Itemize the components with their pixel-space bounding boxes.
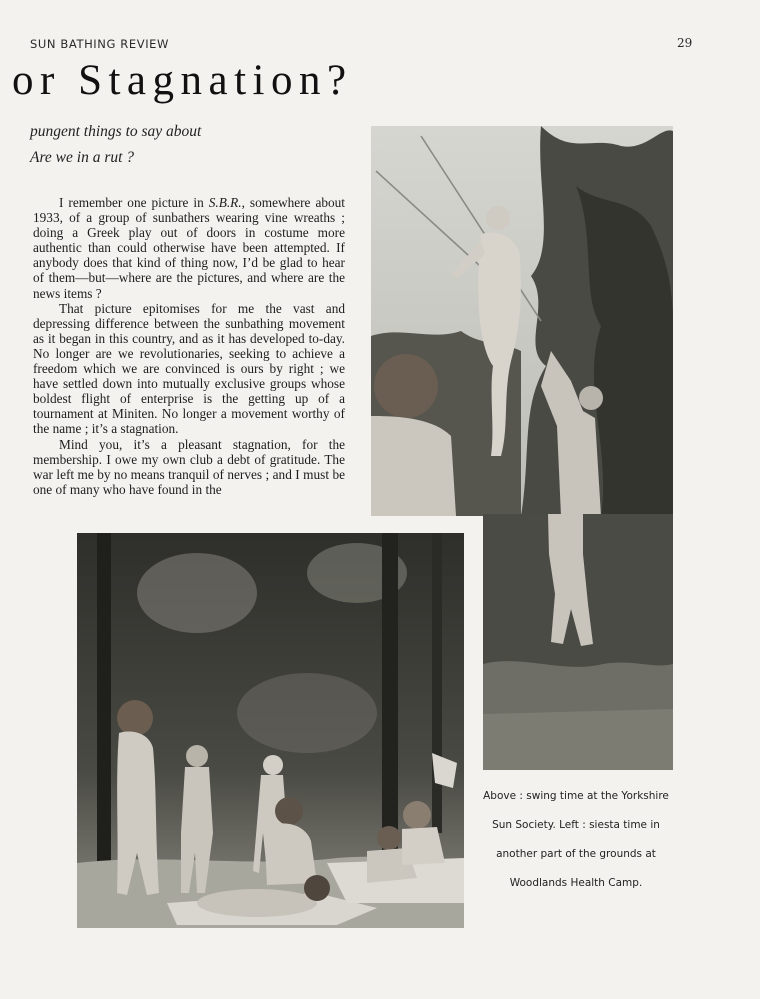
swing-photo (371, 126, 673, 516)
siesta-photo (77, 533, 464, 928)
magazine-title: SUN BATHING REVIEW (30, 37, 170, 51)
photo-caption-line-1: Above : swing time at the Yorkshire (483, 790, 669, 802)
article-subhead-1: pungent things to say about (30, 123, 202, 140)
paragraph-1-text-b: , somewhere about 1933, of a group of sunbathers wearing vine wreaths ; doing a Greek play out of doors in costume more authentic than could otherwise have been attempted. If anybody does that kind of thing now, I’d be glad to hear of them—but—where are the pictures, and where are the news items ? (33, 195, 345, 301)
swing-photo-lower-image (483, 514, 673, 770)
siesta-photo-image (77, 533, 464, 928)
swing-photo-image (371, 126, 673, 516)
article-headline: or Stagnation? (12, 57, 353, 104)
article-body (33, 195, 345, 497)
article-subhead-2: Are we in a rut ? (30, 149, 135, 166)
paragraph-1-text-a: I remember one picture in (59, 195, 209, 210)
photo-caption-line-4: Woodlands Health Camp. (509, 877, 643, 889)
paragraph-1 (33, 195, 345, 301)
photo-caption-line-3: another part of the grounds at (496, 848, 656, 860)
magazine-abbreviation: S.B.R. (208, 195, 242, 210)
photo-caption-line-2: Sun Society. Left : siesta time in (492, 819, 660, 831)
page-number: 29 (677, 36, 693, 50)
paragraph-2: That picture epitomises for me the vast and depressing difference between the sunbathing movement as it began in this country, and as it has developed to-day. No longer are we revolutionaries, seeking to achieve a freedom which we are convinced is ours by right ; we have settled down into mutually exclusive groups whose boldest flight of enterprise is the getting up of a tournament at Miniten. No longer a movement worthy of the name ; it’s a stagnation. (33, 300, 345, 437)
paragraph-3: Mind you, it’s a pleasant stagnation, for the membership. I owe my own club a debt of gratitude. The war left me by no means tranquil of nerves ; and I must be one of many who have found in the (33, 436, 345, 497)
swing-photo-lower (483, 514, 673, 770)
